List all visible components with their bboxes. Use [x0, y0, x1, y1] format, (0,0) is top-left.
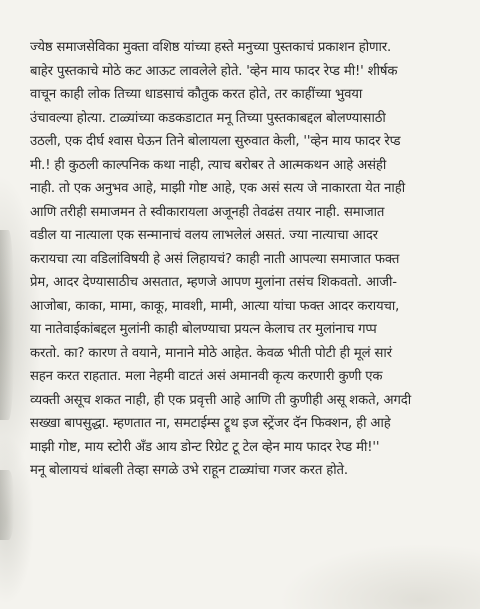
text-line: मनू बोलायचं थांबली तेव्हा सगळे उभे राहून टाळ्यांचा गजर करत होते. [30, 463, 348, 478]
page-edge-shadow [0, 470, 14, 540]
text-line: व्यक्ती असूच शकत नाही, ही एक प्रवृत्ती आहे आणि ती कुणीही असू शकते, अगदी [30, 392, 412, 408]
text-line: प्रेम, आदर देण्यासाठीच असतात, म्हणजे आपण मुलांना तसंच शिकवतो. आजी- [30, 275, 397, 290]
text-line: उंचावल्या होत्या. टाळ्यांच्या कडकडाटात मनू तिच्या पुस्तकाबद्दल बोलण्यासाठी [30, 110, 386, 126]
text-line: करायचा त्या वडिलांविषयी हे असं लिहायचं? काही नाती आपल्या समाजात फक्त [30, 251, 400, 267]
text-line: आजोबा, काका, मामा, काकू, मावशी, मामी, आत्या यांचा फक्त आदर करायचा, [30, 298, 400, 314]
text-line: या नातेवाईकांबद्दल मुलांनी काही बोलण्याचा प्रयत्न केलाच तर मुलांनाच गप्प [30, 322, 377, 337]
text-line: वाचून काही लोक तिच्या धाडसाचं कौतुक करत होते, तर काहींच्या भुवया [30, 87, 363, 102]
text-line: माझी गोष्ट, माय स्टोरी अँड आय डोन्ट रिग्रेट टू टेल व्हेन माय फादर रेप्ड मी!'' [30, 439, 380, 455]
page-edge-shadow [0, 230, 14, 420]
text-line: आणि तरीही समाजमन ते स्वीकारायला अजूनही तेवढंस तयार नाही. समाजात [30, 204, 385, 220]
text-line: ज्येष्ठ समाजसेविका मुक्ता वशिष्ठ यांच्या हस्ते मनुच्या पुस्तकाचं प्रकाशन होणार. [30, 40, 392, 55]
story-paragraph [30, 36, 470, 483]
text-line: करतो. का? कारण ते वयाने, मानाने मोठे आहेत. केवळ भीती पोटी ही मूलं सारं [30, 345, 392, 361]
text-line: उठली, एक दीर्घ श्वास घेऊन तिने बोलायला सुरुवात केली, ''व्हेन माय फादर रेप्ड [30, 134, 401, 149]
text-line: बाहेर पुस्तकाचे मोठे कट आऊट लावलेले होते. 'व्हेन माय फादर रेप्ड मी!' शीर्षक [30, 63, 398, 79]
text-line: सख्खा बापसुद्धा. म्हणतात ना, समटाईम्स ट्रूथ इज स्ट्रेंजर दॅन फिक्शन, ही आहे [30, 416, 391, 431]
text-line: वडील या नात्याला एक सन्मानाचं वलय लाभलेलं असतं. ज्या नात्याचा आदर [30, 228, 378, 243]
text-line: मी.! ही कुठली काल्पनिक कथा नाही, त्याच बरोबर ते आत्मकथन आहे असंही [30, 157, 387, 173]
text-line: नाही. तो एक अनुभव आहे, माझी गोष्ट आहे, एक असं सत्य जे नाकारता येत नाही [30, 181, 405, 196]
text-line: सहन करत राहतात. मला नेहमी वाटतं असं अमानवी कृत्य करणारी कुणी एक [30, 369, 383, 384]
